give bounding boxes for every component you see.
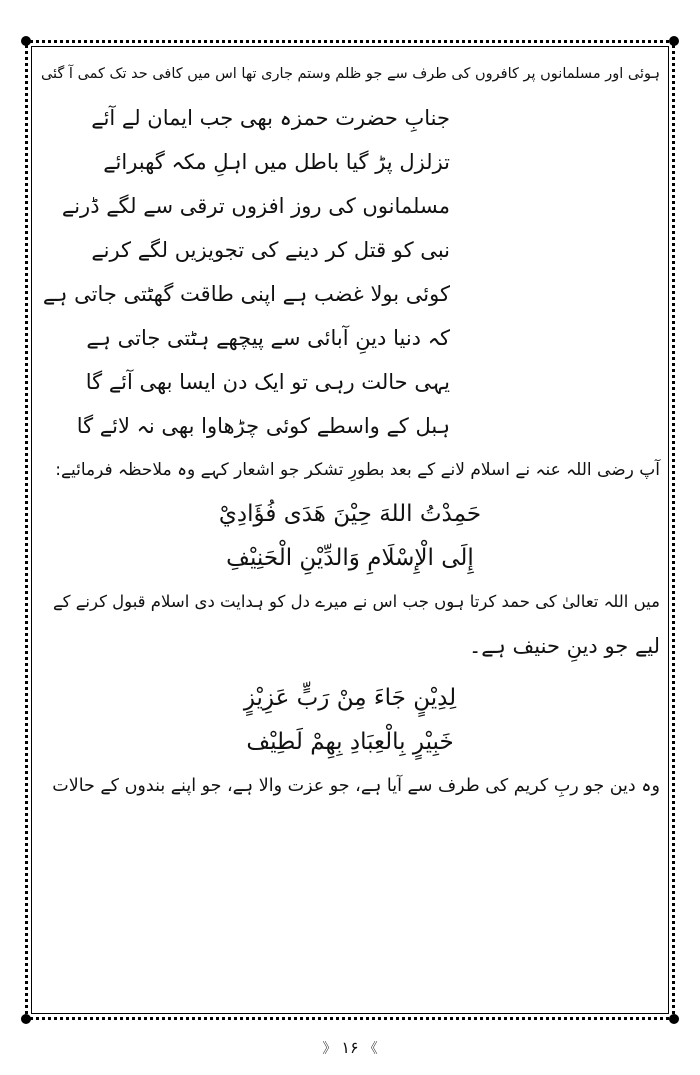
poem-line: کہ دنیا دینِ آبائی سے پیچھے ہٹتی جاتی ہے xyxy=(86,326,450,350)
ornament-left: 《 xyxy=(322,1041,337,1057)
corner-ornament xyxy=(669,1014,679,1024)
arabic-verse-line: حَمِدْتُ اللهَ حِيْنَ هَدَى فُؤَادِيْ xyxy=(218,501,482,527)
ornament-right: 》 xyxy=(363,1041,378,1057)
poem-line: مسلمانوں کی روز افزوں ترقی سے لگے ڈرنے xyxy=(61,194,450,218)
poem-line: تزلزل پڑ گیا باطل میں اہلِ مکہ گھبرائے xyxy=(103,150,450,174)
poem-line: کوئی بولا غضب ہے اپنی طاقت گھٹتی جاتی ہے xyxy=(42,282,450,306)
translation-line: لیے جو دینِ حنیف ہے۔ xyxy=(468,634,660,658)
poem-line: جنابِ حضرت حمزہ بھی جب ایمان لے آئے xyxy=(91,106,450,130)
poem-line: یہی حالت رہی تو ایک دن ایسا بھی آئے گا xyxy=(85,370,450,394)
text-line: ہوئی اور مسلمانوں پر کافروں کی طرف سے جو ظلم وستم جاری تھا اس میں کافی حد تک کمی آ گئی xyxy=(40,66,660,82)
arabic-verse-line: لِدِيْنٍ جَاءَ مِنْ رَبٍّ عَزِيْزٍ xyxy=(243,685,457,711)
arabic-verse-line: خَبِيْرٍ بِالْعِبَادِ بِهِمْ لَطِيْف xyxy=(246,729,454,755)
corner-ornament xyxy=(21,1014,31,1024)
page-number xyxy=(0,1038,700,1058)
page-number-value: ۱۶ xyxy=(341,1038,359,1057)
translation-line: وہ دین جو ربِ کریم کی طرف سے آیا ہے، جو عزت والا ہے، جو اپنے بندوں کے حالات xyxy=(52,776,660,796)
arabic-verse-line: إِلَى الْإِسْلَامِ وَالدِّيْنِ الْحَنِيْفِ xyxy=(226,545,474,571)
translation-line: میں اللہ تعالیٰ کی حمد کرتا ہوں جب اس نے میرے دل کو ہدایت دی اسلام قبول کرنے کے xyxy=(52,592,660,611)
text-line: آپ رضی اللہ عنہ نے اسلام لانے کے بعد بطورِ تشکر جو اشعار کہے وہ ملاحظہ فرمائیے: xyxy=(55,460,660,480)
corner-ornament xyxy=(21,36,31,46)
corner-ornament xyxy=(669,36,679,46)
page-content xyxy=(40,52,660,808)
spacer xyxy=(40,668,660,676)
poem-line: ہبل کے واسطے کوئی چڑھاوا بھی نہ لائے گا xyxy=(76,414,450,438)
poem-line: نبی کو قتل کر دینے کی تجویزیں لگے کرنے xyxy=(91,238,450,262)
